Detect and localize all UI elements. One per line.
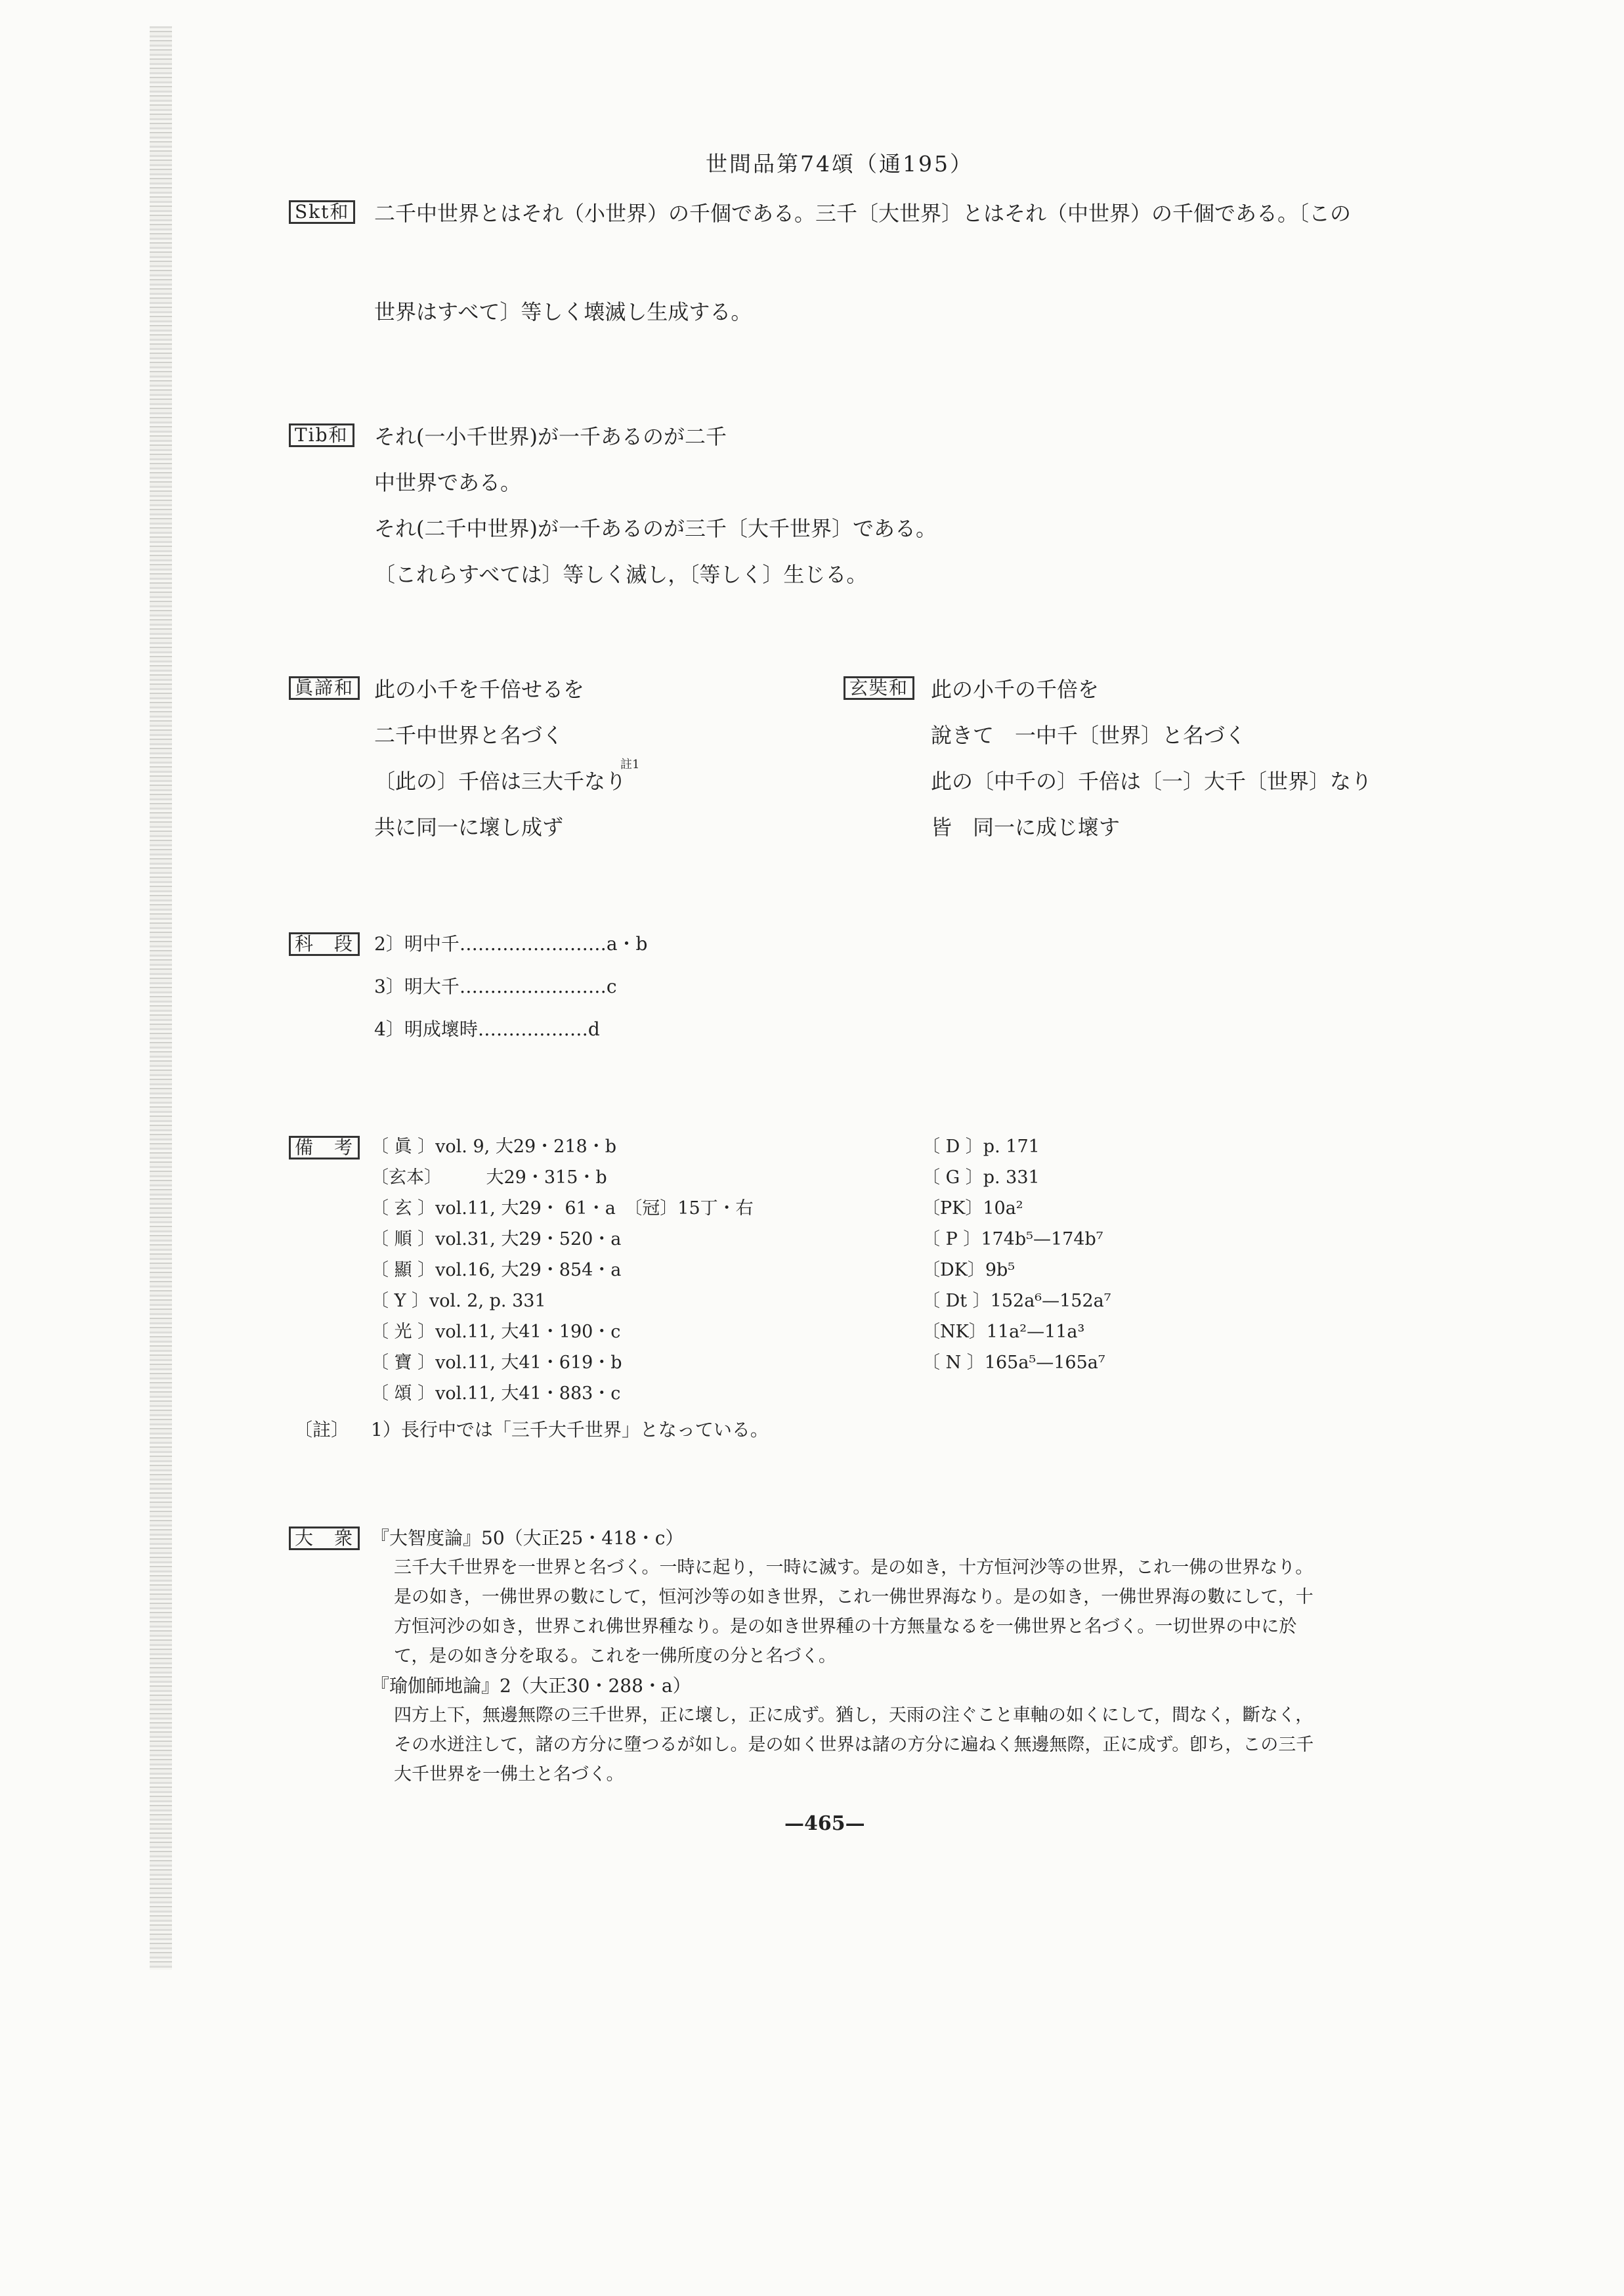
genjo-line-4: 皆 同一に成じ壞す (931, 815, 1121, 840)
tib-line-1: それ(一小千世界)が一千あるのが二千 (374, 424, 727, 449)
biko-right-2: 〔 G 〕p. 331 (922, 1167, 1040, 1188)
biko-right-4: 〔 P 〕174b⁵—174b⁷ (922, 1229, 1103, 1249)
shintai-label: 眞諦和 (289, 676, 360, 700)
biko-left-2: 〔玄本〕 大29・315・b (371, 1167, 607, 1188)
genjo-line-2: 說きて 一中千〔世界〕と名づく (931, 723, 1247, 748)
biko-right-5: 〔DK〕9b⁵ (922, 1260, 1015, 1280)
page-title: 世間品第74頌（通195） (706, 151, 973, 177)
biko-left-7: 〔 光 〕vol.11, 大41・190・c (371, 1322, 621, 1342)
biko-right-6: 〔 Dt 〕152a⁶—152a⁷ (922, 1291, 1111, 1311)
page-number: —465— (784, 1812, 865, 1835)
kadan-item-3: 4〕明成壞時………………d (374, 1018, 600, 1040)
tib-line-4: 〔これらすべては〕等しく滅し，〔等しく〕生じる。 (374, 562, 868, 587)
taishu-para2-line3: 大千世界を一佛土と名づく。 (394, 1764, 624, 1785)
biko-label: 備 考 (289, 1136, 360, 1159)
biko-left-3: 〔 玄 〕vol.11, 大29・ 61・a 〔冠〕15丁・右 (371, 1198, 754, 1219)
taishu-para2-line2: その水迸注して，諸の方分に墮つるが如し。是の如く世界は諸の方分に遍ねく無邊無際，正に成ず。卽ち，この三千 (394, 1735, 1314, 1755)
shintai-line-2: 二千中世界と名づく (374, 723, 564, 748)
kadan-item-2: 3〕明大千……………………c (374, 976, 617, 997)
biko-right-7: 〔NK〕11a²—11a³ (922, 1322, 1085, 1342)
taishu-ref-1: 『大智度論』50（大正25・418・c） (371, 1527, 684, 1549)
taishu-para1-line4: て，是の如き分を取る。これを一佛所度の分と名づく。 (394, 1646, 836, 1666)
shintai-line-4: 共に同一に壞し成ず (374, 815, 564, 840)
genjo-line-1: 此の小千の千倍を (931, 677, 1100, 702)
biko-left-1: 〔 眞 〕vol. 9, 大29・218・b (371, 1137, 616, 1157)
taishu-para2-line1: 四方上下，無邊無際の三千世界，正に壞し，正に成ず。猶し，天雨の注ぐこと車軸の如くにして，間なく，斷なく， (394, 1705, 1314, 1725)
chu-text: 1）長行中では「三千大千世界」となっている。 (371, 1419, 769, 1440)
biko-left-6: 〔 Y 〕vol. 2, p. 331 (371, 1291, 546, 1311)
footnote-marker: 註1 (620, 758, 640, 771)
tib-line-2: 中世界である。 (374, 470, 522, 495)
skt-line-1: 二千中世界とはそれ（小世界）の千個である。三千〔大世界〕とはそれ（中世界）の千個である。〔この (374, 201, 1352, 226)
genjo-label: 玄奘和 (844, 676, 914, 700)
taishu-para1-line2: 是の如き，一佛世界の數にして，恒河沙等の如き世界，これ一佛世界海なり。是の如き，一佛世界海の數にして，十 (394, 1587, 1314, 1607)
taishu-para1-line3: 方恒河沙の如き，世界これ佛世界種なり。是の如き世界種の十方無量なるを一佛世界と名づく。一切世界の中に於 (394, 1616, 1297, 1637)
binding-edge-shadow (150, 26, 172, 1970)
chu-label: 〔註〕 (294, 1419, 350, 1440)
biko-right-3: 〔PK〕10a² (922, 1198, 1023, 1219)
biko-right-1: 〔 D 〕p. 171 (922, 1137, 1040, 1157)
tib-line-3: それ(二千中世界)が一千あるのが三千〔大千世界〕である。 (374, 516, 937, 541)
shintai-line-3: 〔此の〕千倍は三大千なり (374, 769, 627, 794)
taishu-para1-line1: 三千大千世界を一世界と名づく。一時に起り，一時に滅す。是の如き，十方恒河沙等の世界，これ一佛の世界なり。 (394, 1557, 1314, 1578)
kadan-label: 科 段 (289, 932, 360, 956)
biko-left-4: 〔 順 〕vol.31, 大29・520・a (371, 1229, 622, 1249)
kadan-item-1: 2〕明中千……………………a・b (374, 933, 648, 955)
skt-label: Skt和 (289, 200, 355, 224)
skt-line-2: 世界はすべて〕等しく壊滅し生成する。 (374, 299, 752, 324)
shintai-line-1: 此の小千を千倍せるを (374, 677, 585, 702)
biko-left-9: 〔 頌 〕vol.11, 大41・883・c (371, 1383, 621, 1404)
biko-left-8: 〔 寶 〕vol.11, 大41・619・b (371, 1353, 622, 1373)
biko-right-8: 〔 N 〕165a⁵—165a⁷ (922, 1353, 1105, 1373)
tib-label: Tib和 (289, 423, 354, 447)
biko-left-5: 〔 顯 〕vol.16, 大29・854・a (371, 1260, 622, 1280)
genjo-line-3: 此の〔中千の〕千倍は〔一〕大千〔世界〕なり (931, 769, 1373, 794)
taishu-ref-2: 『瑜伽師地論』2（大正30・288・a） (371, 1675, 691, 1697)
taishu-label: 大 衆 (289, 1527, 360, 1550)
